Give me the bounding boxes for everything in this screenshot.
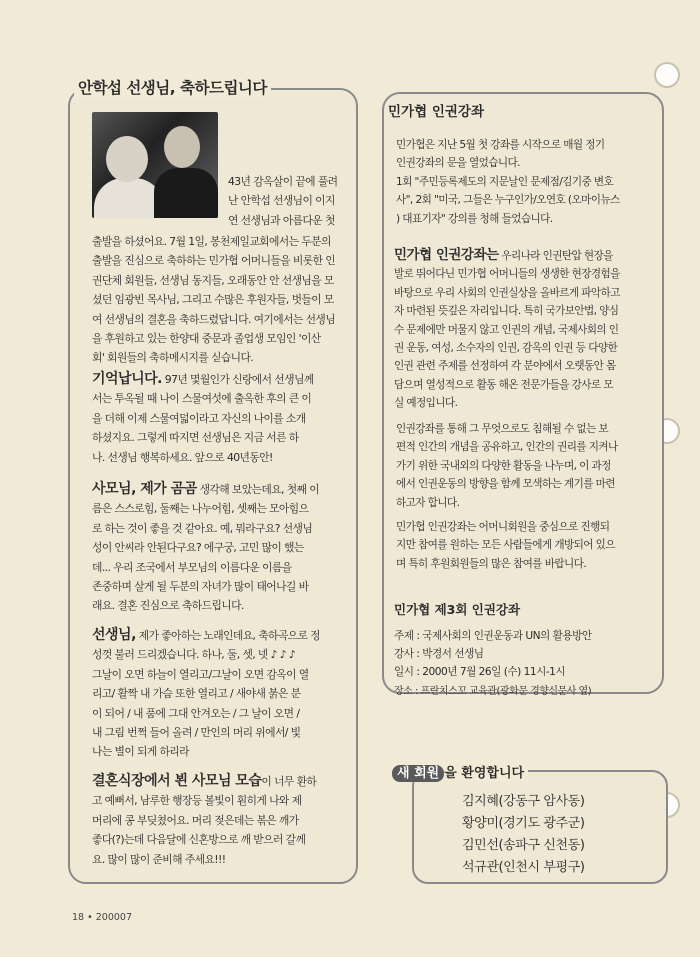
text-line: 서는 투옥될 때 나이 스물여섯에 출옥한 후의 큰 이: [92, 392, 312, 406]
message-2: [92, 480, 354, 616]
text-line: 출발을 진심으로 축하하는 민가협 어머니들을 비롯한 인: [92, 254, 336, 268]
text-line: 지만 참여를 원하는 모든 사람들에게 개방되어 있으: [396, 539, 615, 552]
text-line: 권단체 회원들, 선생님 동지들, 오래동안 안 선생님을 모: [92, 273, 334, 287]
member-item: 김민선(송파구 신천동): [462, 838, 585, 853]
text-line: 민가협 인권강좌는 어머니회원을 중심으로 진행되: [396, 521, 610, 533]
message-3: [92, 626, 354, 762]
page-footer: 18 • 200007: [72, 912, 132, 923]
text-line: 성이 안씨라 안된다구요? 에구궁, 고민 많이 했는: [92, 541, 304, 555]
text-line: 회' 회원들의 축하메시지를 싣습니다.: [92, 351, 254, 365]
lecture-place: 장소 : 프란치스꼬 교육관(광화문 경향신문사 옆): [394, 686, 592, 697]
intro-line: 43년 감옥살이 끝에 풀려: [228, 175, 338, 188]
text-line: 편적 인간의 개념을 공유하고, 인간의 권리를 지켜나: [396, 441, 618, 454]
text-line: 머리에 콩 부딪쳤어요. 머리 젖은데는 볶은 깨가: [92, 813, 299, 827]
text-line: 민가협은 지난 5월 첫 강좌를 시작으로 매월 정기: [396, 139, 605, 151]
text-line: 인권강좌의 문을 열었습니다.: [396, 157, 520, 170]
lecture-date: 일시 : 2000년 7월 26일 (수) 11시-1시: [394, 666, 566, 678]
intro-body: [92, 232, 354, 368]
text-line: ) 대표기자" 강의를 청해 들었습니다.: [396, 212, 553, 225]
text-line: 에서 인권운동의 방향을 함께 모색하는 계기를 마련: [396, 478, 615, 491]
couple-photo: [92, 112, 218, 218]
text-line: 을 더해 이제 스물여덟이라고 자신의 나이를 소개: [92, 411, 306, 425]
text-line: 름은 스스로힘, 둘째는 나누어힘, 셋째는 모아힘으: [92, 502, 309, 516]
text-line: 사", 2회 "미국, 그들은 누구인가/오연호 (오마이뉴스: [396, 194, 620, 207]
punch-hole-top: [654, 62, 680, 88]
member-item: 황양미(경기도 광주군): [462, 816, 585, 831]
message-2-lead: 사모님, 제가 곰곰: [92, 481, 197, 497]
message-1-lead: 기억납니다.: [92, 371, 162, 387]
text-line: 제가 좋아하는 노래인데요, 축하곡으로 정: [138, 629, 320, 642]
text-line: 내 그림 번쩍 들어 올려 / 만인의 머리 위에서/ 빛: [92, 726, 301, 740]
text-line: 존중하며 살게 될 두분의 자녀가 많이 태어나길 바: [92, 580, 309, 594]
text-line: 로 하는 것이 좋을 것 같아요. 예, 뭐라구요? 선생님: [92, 521, 313, 535]
lecture-purpose: [396, 420, 658, 512]
text-line: 수 문제에만 머물지 않고 인권의 개념, 국제사회의 인: [394, 323, 619, 336]
text-line: 성껏 불러 드리겠습니다. 하나, 둘, 셋, 넷 ♪ ♪ ♪: [92, 648, 296, 662]
text-line: 우리나라 인권탄압 현장을: [501, 250, 613, 262]
text-line: 여 선생님의 결혼을 축하드렸답니다. 여기에서는 선생님: [92, 312, 336, 326]
intro-lines: [228, 172, 352, 230]
left-article-title: 안학섭 선생님, 축하드립니다: [74, 76, 271, 98]
lecture-intro: [396, 136, 658, 228]
message-4: [92, 772, 354, 869]
intro-line: 난 안학섭 선생님이 이지: [228, 194, 335, 208]
new-member-badge: 새 회원: [392, 765, 444, 782]
right-article-title: 민가협 인권강좌: [388, 104, 484, 120]
text-line: 좋다(?)는데 다음달에 신혼방으로 깨 받으러 갈께: [92, 833, 306, 847]
text-line: 며 특히 후원회원들의 많은 참여를 바랍니다.: [396, 557, 587, 570]
text-line: 리고/ 활짝 내 가슴 또한 열리고 / 새야새 붉은 분: [92, 687, 301, 701]
text-line: 그날이 오면 하늘이 열리고/그날이 오면 감옥이 열: [92, 667, 309, 681]
text-line: 바탕으로 우리 사회의 인권실상을 올바르게 파악하고: [394, 286, 620, 299]
text-line: 하셨지요. 그렇게 따지면 선생님은 지금 서른 하: [92, 431, 299, 445]
text-line: 하고자 합니다.: [396, 496, 460, 509]
welcome-title-text: 을 환영합니다: [444, 766, 525, 781]
text-line: 인권강좌를 통해 그 무엇으로도 침해될 수 없는 보: [396, 423, 609, 435]
member-item: 석규관(인천시 부평구): [462, 860, 585, 875]
text-line: 자 마련된 뜻깊은 자리입니다. 특히 국가보안법, 양심: [394, 305, 619, 318]
text-line: 을 후원하고 있는 한양대 중문과 졸업생 모임인 '이산: [92, 332, 321, 346]
lecture-description: [394, 246, 658, 413]
text-line: 래요. 결혼 진심으로 축하드립니다.: [92, 599, 244, 613]
text-line: 셨던 임광빈 목사님, 그리고 수많은 후원자들, 벗들이 모: [92, 293, 334, 307]
lecture-topic: 주제 : 국제사회의 인권운동과 UN의 활용방안: [394, 630, 592, 642]
text-line: 생각해 보았는데요, 첫째 이: [199, 483, 320, 496]
text-line: 나. 선생님 행복하세요. 앞으로 40년동안!: [92, 450, 273, 464]
member-item: 김지혜(강동구 암사동): [462, 794, 585, 809]
text-line: 권 운동, 여성, 소수자의 인권, 감옥의 인권 등 다양한: [394, 342, 618, 355]
text-line: 고 예뻐서, 남루한 행장등 볼빛이 훤히게 나와 제: [92, 794, 302, 808]
lecture-invitation: [396, 518, 658, 573]
text-line: 데... 우리 조국에서 부모님의 이름다운 이름을: [92, 560, 292, 574]
lecture-description-lead: 민가협 인권강좌는: [394, 247, 499, 263]
text-line: 97년 몇월인가 신랑에서 선생님께: [164, 373, 314, 386]
text-line: 이 되어 / 내 품에 그대 안겨오는 / 그 날이 오면 /: [92, 706, 300, 720]
text-line: 인권 관련 주제를 선정하여 각 분야에서 오랫동안 몸: [394, 360, 616, 373]
lecture-3-title: 민가협 제3회 인권강좌: [394, 602, 521, 617]
text-line: 이 너무 환하: [261, 775, 317, 788]
text-line: 실 예정입니다.: [394, 397, 458, 410]
text-line: 요. 많이 많이 준비해 주세요!!!: [92, 852, 226, 866]
text-line: 발로 뛰어다닌 민가협 어머니들의 생생한 현장경험을: [394, 268, 620, 281]
text-line: 출발을 하셨어요. 7월 1일, 봉천제일교회에서는 두분의: [92, 235, 331, 248]
message-3-lead: 선생님,: [92, 627, 136, 643]
intro-line: 연 선생님과 아름다운 첫: [228, 213, 335, 227]
message-1: [92, 370, 354, 467]
text-line: 가기 위한 국내외의 다양한 활동을 나누며, 이 과정: [396, 459, 611, 472]
text-line: 담으며 열성적으로 활동 해온 전문가들을 강사로 모: [394, 378, 613, 391]
text-line: 1회 "주민등록제도의 지문날인 문제점/김기중 변호: [396, 175, 614, 188]
lecture-speaker: 강사 : 박경서 선생님: [394, 648, 484, 660]
text-line: 나는 별이 되게 하리라: [92, 745, 189, 759]
message-4-lead: 결혼식장에서 뵌 사모님 모습: [92, 773, 262, 789]
welcome-title: [388, 762, 528, 781]
